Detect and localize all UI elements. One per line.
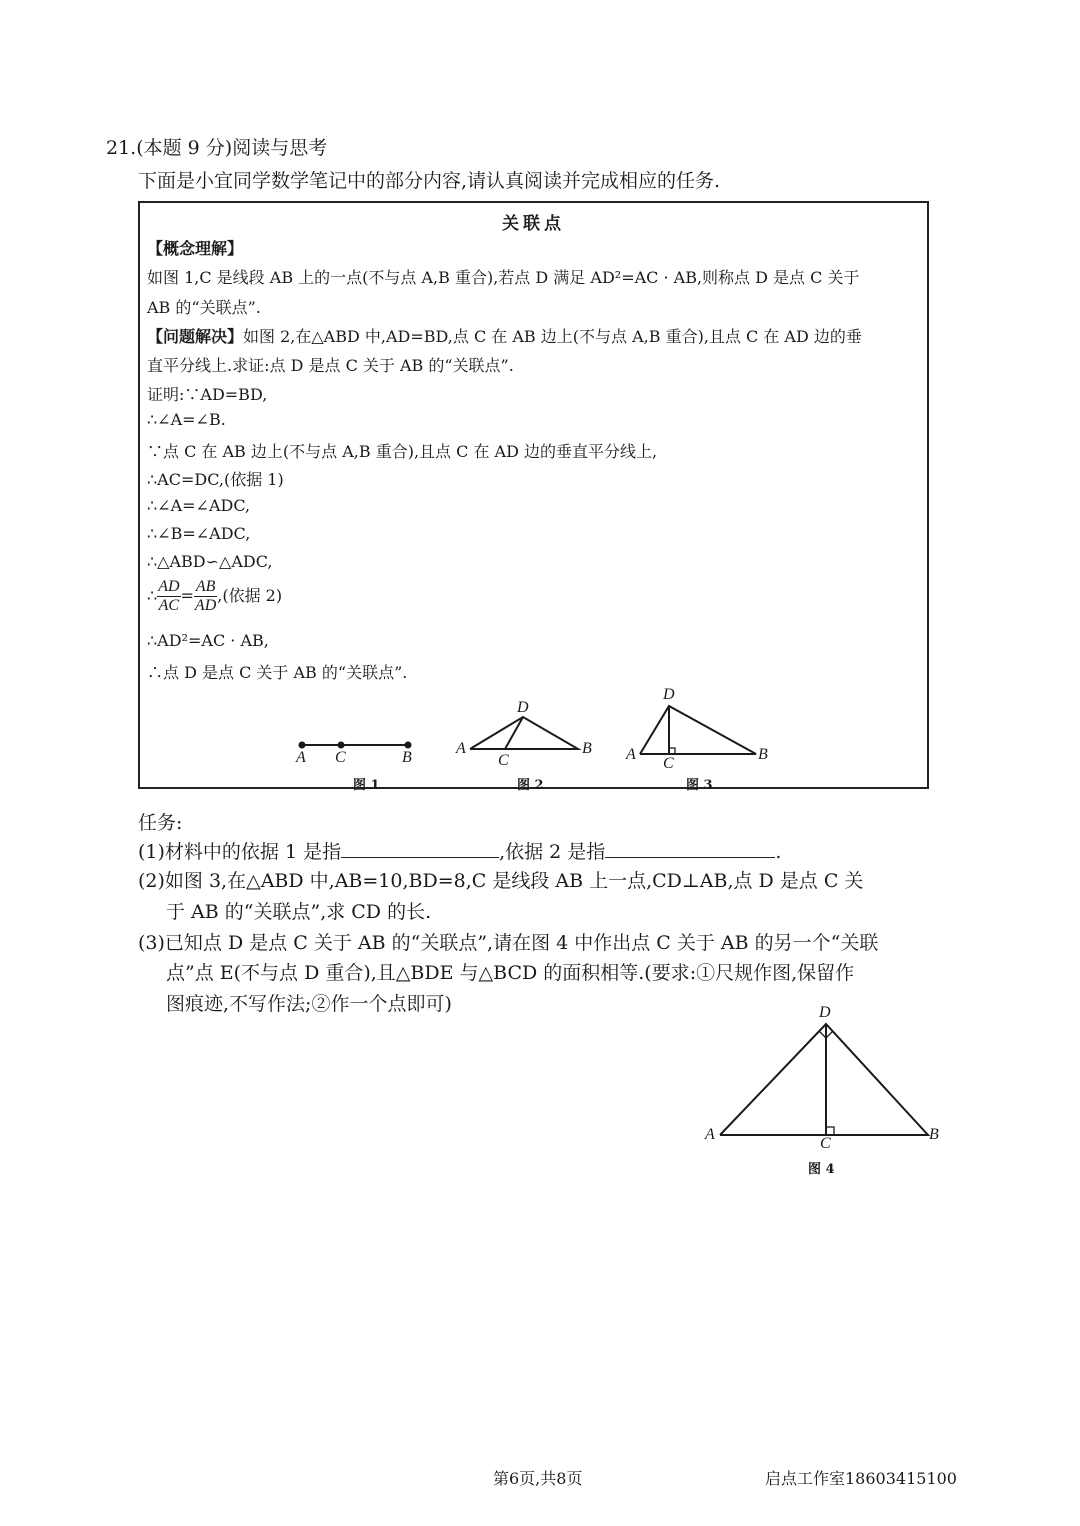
problem-heading: 【问题解决】 [147,327,244,346]
question-number: 21. [106,137,137,159]
fig2-label-d: D [517,699,529,716]
proof-line: ∴∠A=∠B. [147,410,226,429]
problem-line-1: 【问题解决】如图 2,在△ABD 中,AD=BD,点 C 在 AB 边上(不与点 A,B 重合),且点 C 在 AD 边的垂 [147,327,862,346]
proof-line: ∵点 C 在 AB 边上(不与点 A,B 重合),且点 C 在 AD 边的垂直平分线上, [147,442,658,461]
figure-1-segment [300,743,411,748]
proof-line: ∴∠A=∠ADC, [147,496,251,515]
question-title: (本题 9 分)阅读与思考 [136,137,328,159]
fig3-label-d: D [663,686,675,703]
studio-credit: 启点工作室18603415100 [765,1469,957,1488]
fig2-label-c: C [498,752,509,769]
page-number: 第6页,共8页 [493,1469,583,1488]
fig2-label-a: A [456,740,466,757]
tasks-heading: 任务: [138,812,183,834]
fig1-caption: 图 1 [353,778,380,793]
proof-line: ∴△ABD∽△ADC, [147,552,273,571]
fig1-label-b: B [402,749,412,766]
question-intro: 下面是小宜同学数学笔记中的部分内容,请认真阅读并完成相应的任务. [138,170,721,192]
fig1-label-c: C [335,749,346,766]
fig3-label-a: A [626,746,636,763]
concept-line-2: AB 的“关联点”. [147,298,261,317]
proof-line: ∴∠B=∠ADC, [147,524,251,543]
fig2-caption: 图 2 [517,778,544,793]
figure-4-triangle [720,1024,928,1135]
problem-line-2: 直平分线上.求证:点 D 是点 C 关于 AB 的“关联点”. [147,356,514,375]
fig4-label-b: B [929,1126,939,1143]
proof-line: ∴点 D 是点 C 关于 AB 的“关联点”. [147,663,408,682]
concept-heading: 【概念理解】 [147,239,244,258]
fraction-ad-over-ac: $\frac{AD}{AC}$ [158,578,180,614]
task-3-line-1: (3)已知点 D 是点 C 关于 AB 的“关联点”,请在图 4 中作出点 C 关于 AB 的另一个“关联 [138,932,879,954]
proof-line: 证明:∵AD=BD, [147,385,268,404]
fig4-label-d: D [819,1004,831,1021]
figure-2-triangle [470,717,578,749]
task-2-line-1: (2)如图 3,在△ABD 中,AB=10,BD=8,C 是线段 AB 上一点,CD⊥AB,点 D 是点 C 关 [138,870,864,892]
figure-3-triangle [640,706,756,754]
concept-line-1: 如图 1,C 是线段 AB 上的一点(不与点 A,B 重合),若点 D 满足 AD²=AC · AB,则称点 D 是点 C 关于 [147,268,860,287]
fig3-label-b: B [758,746,768,763]
fig4-label-a: A [705,1126,715,1143]
fraction-ab-over-ad: $\frac{AB}{AD}$ [194,578,217,614]
task-1: (1)材料中的依据 1 是指 ,依据 2 是指 . [138,841,782,863]
proof-line: ∴AD²=AC · AB, [147,631,269,650]
proof-fraction-line: ∴ $\frac{AD}{AC}$ = $\frac{AB}{AD}$ ,(依据 2) [147,578,283,614]
fig3-label-c: C [663,755,674,772]
task-2-line-2: 于 AB 的“关联点”,求 CD 的长. [166,901,432,923]
note-title: 关联点 [502,214,565,234]
fig4-label-c: C [820,1135,831,1152]
fig4-caption: 图 4 [808,1162,835,1177]
task-3-line-3: 图痕迹,不写作法;②作一个点即可) [166,993,452,1015]
proof-line: ∴AC=DC,(依据 1) [147,470,284,489]
fig3-caption: 图 3 [686,778,713,793]
answer-blank-2[interactable] [605,843,775,858]
fig1-label-a: A [296,749,306,766]
answer-blank-1[interactable] [341,843,499,858]
task-3-line-2: 点”点 E(不与点 D 重合),且△BDE 与△BCD 的面积相等.(要求:①尺规作图,保留作 [166,962,855,984]
fig2-label-b: B [582,740,592,757]
